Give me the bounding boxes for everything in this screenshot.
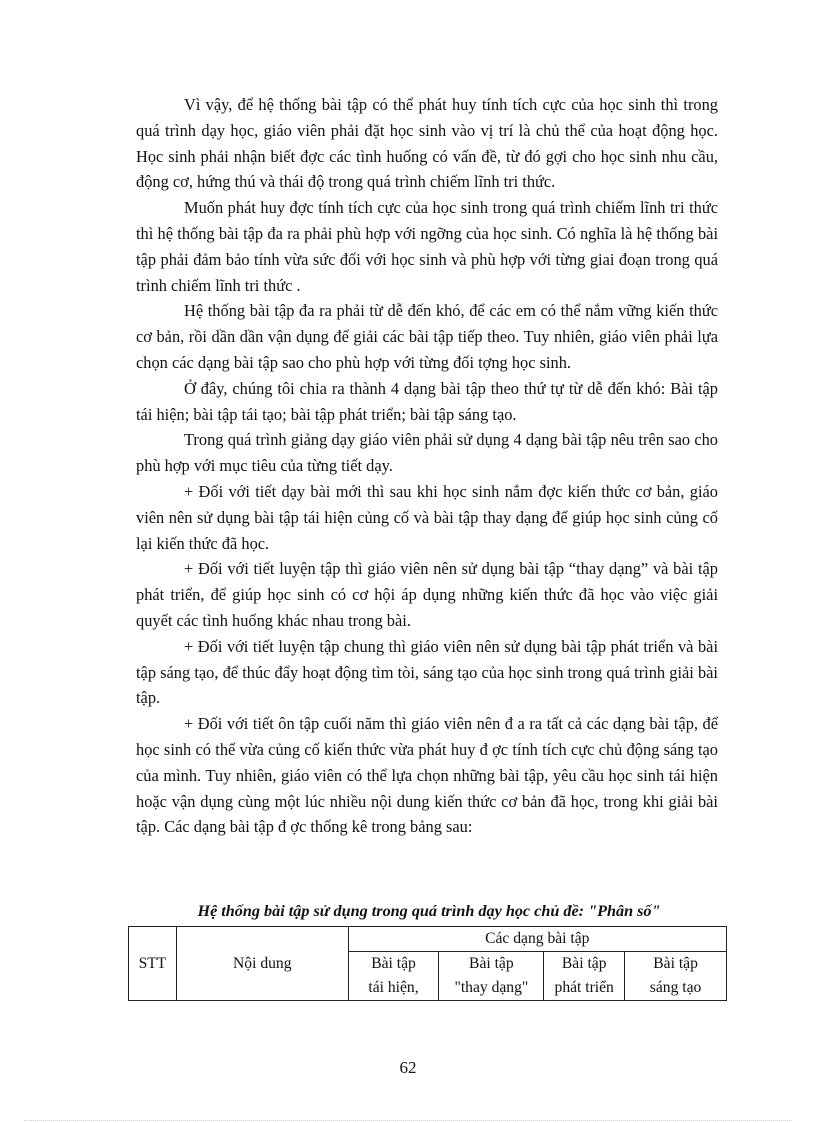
type-label-line1: Bài tập — [371, 955, 416, 972]
type-label-line1: Bài tập — [469, 955, 514, 972]
type-label-line2: "thay dạng" — [454, 979, 529, 996]
bottom-dotted-rule — [24, 1120, 792, 1121]
body-text — [136, 92, 718, 840]
paragraph-9: + Đối với tiết ôn tập cuối năm thì giáo viên nên đ a ra tất cả các dạng bài tập, để học sinh có thể vừa củng cố kiến thức vừa phát huy đ ợc tính tích cực chủ động sáng tạo của mình. Tuy nhiên, giáo viên có thể lựa chọn những bài tập, yêu cầu học sinh tái hiện hoặc vận dụng cùng một lúc nhiều nội dung kiến thức cơ bản đã học, trong khi giải bài tập. Các dạng bài tập đ ợc thống kê trong bảng sau: — [136, 714, 718, 837]
paragraph-5: Trong quá trình giảng dạy giáo viên phải sử dụng 4 dạng bài tập nêu trên sao cho phù hợp với mục tiêu của từng tiết dạy. — [136, 430, 718, 476]
paragraph-4: Ở đây, chúng tôi chia ra thành 4 dạng bài tập theo thứ tự từ dễ đến khó: Bài tập tái hiện; bài tập tái tạo; bài tập phát triển; bài tập sáng tạo. — [136, 378, 718, 424]
type-label-line2: tái hiện, — [368, 979, 419, 996]
header-stt: STT — [129, 927, 177, 1001]
header-type-creative — [625, 952, 727, 1001]
paragraph-7: + Đối với tiết luyện tập thì giáo viên nên sử dụng bài tập “thay dạng” và bài tập phát triển, để giúp học sinh có cơ hội áp dụng những kiến thức đã học vào việc giải quyết các tình huống khác nhau trong bài. — [136, 559, 718, 630]
header-type-change-form — [439, 952, 544, 1001]
header-content: Nội dung — [176, 927, 348, 1001]
type-label-line1: Bài tập — [561, 955, 607, 972]
table-caption: Hệ thống bài tập sử dụng trong quá trình dạy học chủ đề: "Phân số" — [197, 902, 661, 920]
type-label-line2: phát triển — [554, 979, 614, 996]
type-label-line1: Bài tập — [653, 955, 698, 972]
paragraph-6: + Đối với tiết dạy bài mới thì sau khi học sinh nắm đợc kiến thức cơ bản, giáo viên nên sử dụng bài tập tái hiện củng cố và bài tập thay dạng để giúp học sinh củng cố lại kiến thức đã học. — [136, 481, 718, 553]
header-exercise-types: Các dạng bài tập — [348, 927, 726, 952]
paragraph-8: + Đối với tiết luyện tập chung thì giáo viên nên sử dụng bài tập phát triển và bài tập sáng tạo, để thúc đẩy hoạt động tìm tòi, sáng tạo của học sinh trong quá trình giải bài tập. — [136, 636, 718, 708]
paragraph-2: Muốn phát huy đợc tính tích cực của học sinh trong quá trình chiếm lĩnh tri thức thì hệ thống bài tập đa ra phải phù hợp với ngỡng của học sinh. Có nghĩa là hệ thống bài tập phải đảm bảo tính vừa sức đối với học sinh và phù hợp với từng giai đoạn trong quá trình chiếm lĩnh tri thức . — [136, 198, 718, 295]
page-number: 62 — [399, 1058, 417, 1077]
header-type-develop — [544, 952, 625, 1001]
paragraph-3: Hệ thống bài tập đa ra phải từ dễ đến khó, để các em có thể nắm vững kiến thức cơ bản, rồi dần dần vận dụng để giải các bài tập tiếp theo. Tuy nhiên, giáo viên phải lựa chọn các dạng bài tập sao cho phù hợp với từng đối tợng học sinh. — [136, 301, 718, 372]
paragraph-1: Vì vậy, để hệ thống bài tập có thể phát huy tính tích cực của học sinh thì trong quá trình dạy học, giáo viên phải đặt học sinh vào vị trí là chủ thể của hoạt động học. Học sinh phải nhận biết đợc các tình huống có vấn đề, từ đó gợi cho học sinh nhu cầu, động cơ, hứng thú và thái độ trong quá trình chiếm lĩnh tri thức. — [136, 95, 718, 192]
header-type-reproduce — [348, 952, 439, 1001]
exercise-types-table — [128, 926, 727, 1001]
type-label-line2: sáng tạo — [649, 979, 702, 996]
table-header-row — [129, 927, 727, 952]
